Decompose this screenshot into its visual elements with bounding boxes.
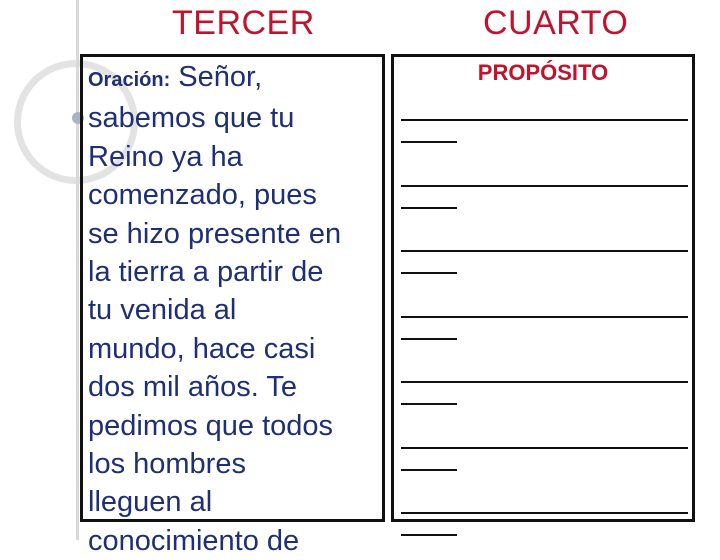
- decorative-vertical-line: [76, 0, 79, 540]
- blank-line-long: [401, 512, 688, 514]
- prayer-body: Señor, sabemos que tu Reino ya ha comenzado, pues se hizo presente en la tierra a partir de tu venida al mundo, hace casi dos mil años. Te pedimos que todos los hombres lleguen al conocimiento de: [88, 61, 342, 557]
- prayer-lead-label: Oración:: [88, 69, 171, 91]
- blank-line-short: [401, 403, 457, 405]
- blank-line-short: [401, 141, 457, 143]
- blank-line-long: [401, 381, 688, 383]
- blank-line-short: [401, 207, 457, 209]
- prayer-text-block: [88, 58, 388, 560]
- heading-tercer: TERCER: [172, 4, 315, 42]
- blank-line-short: [401, 534, 457, 536]
- purpose-box: [391, 54, 695, 522]
- blank-line-long: [401, 185, 688, 187]
- blank-line-short: [401, 272, 457, 274]
- blank-line-long: [401, 447, 688, 449]
- blank-line-short: [401, 469, 457, 471]
- blank-line-long: [401, 119, 688, 121]
- blank-line-short: [401, 338, 457, 340]
- blank-line-long: [401, 250, 688, 252]
- blank-line-long: [401, 316, 688, 318]
- purpose-label: PROPÓSITO: [477, 60, 609, 85]
- heading-cuarto: CUARTO: [483, 4, 629, 42]
